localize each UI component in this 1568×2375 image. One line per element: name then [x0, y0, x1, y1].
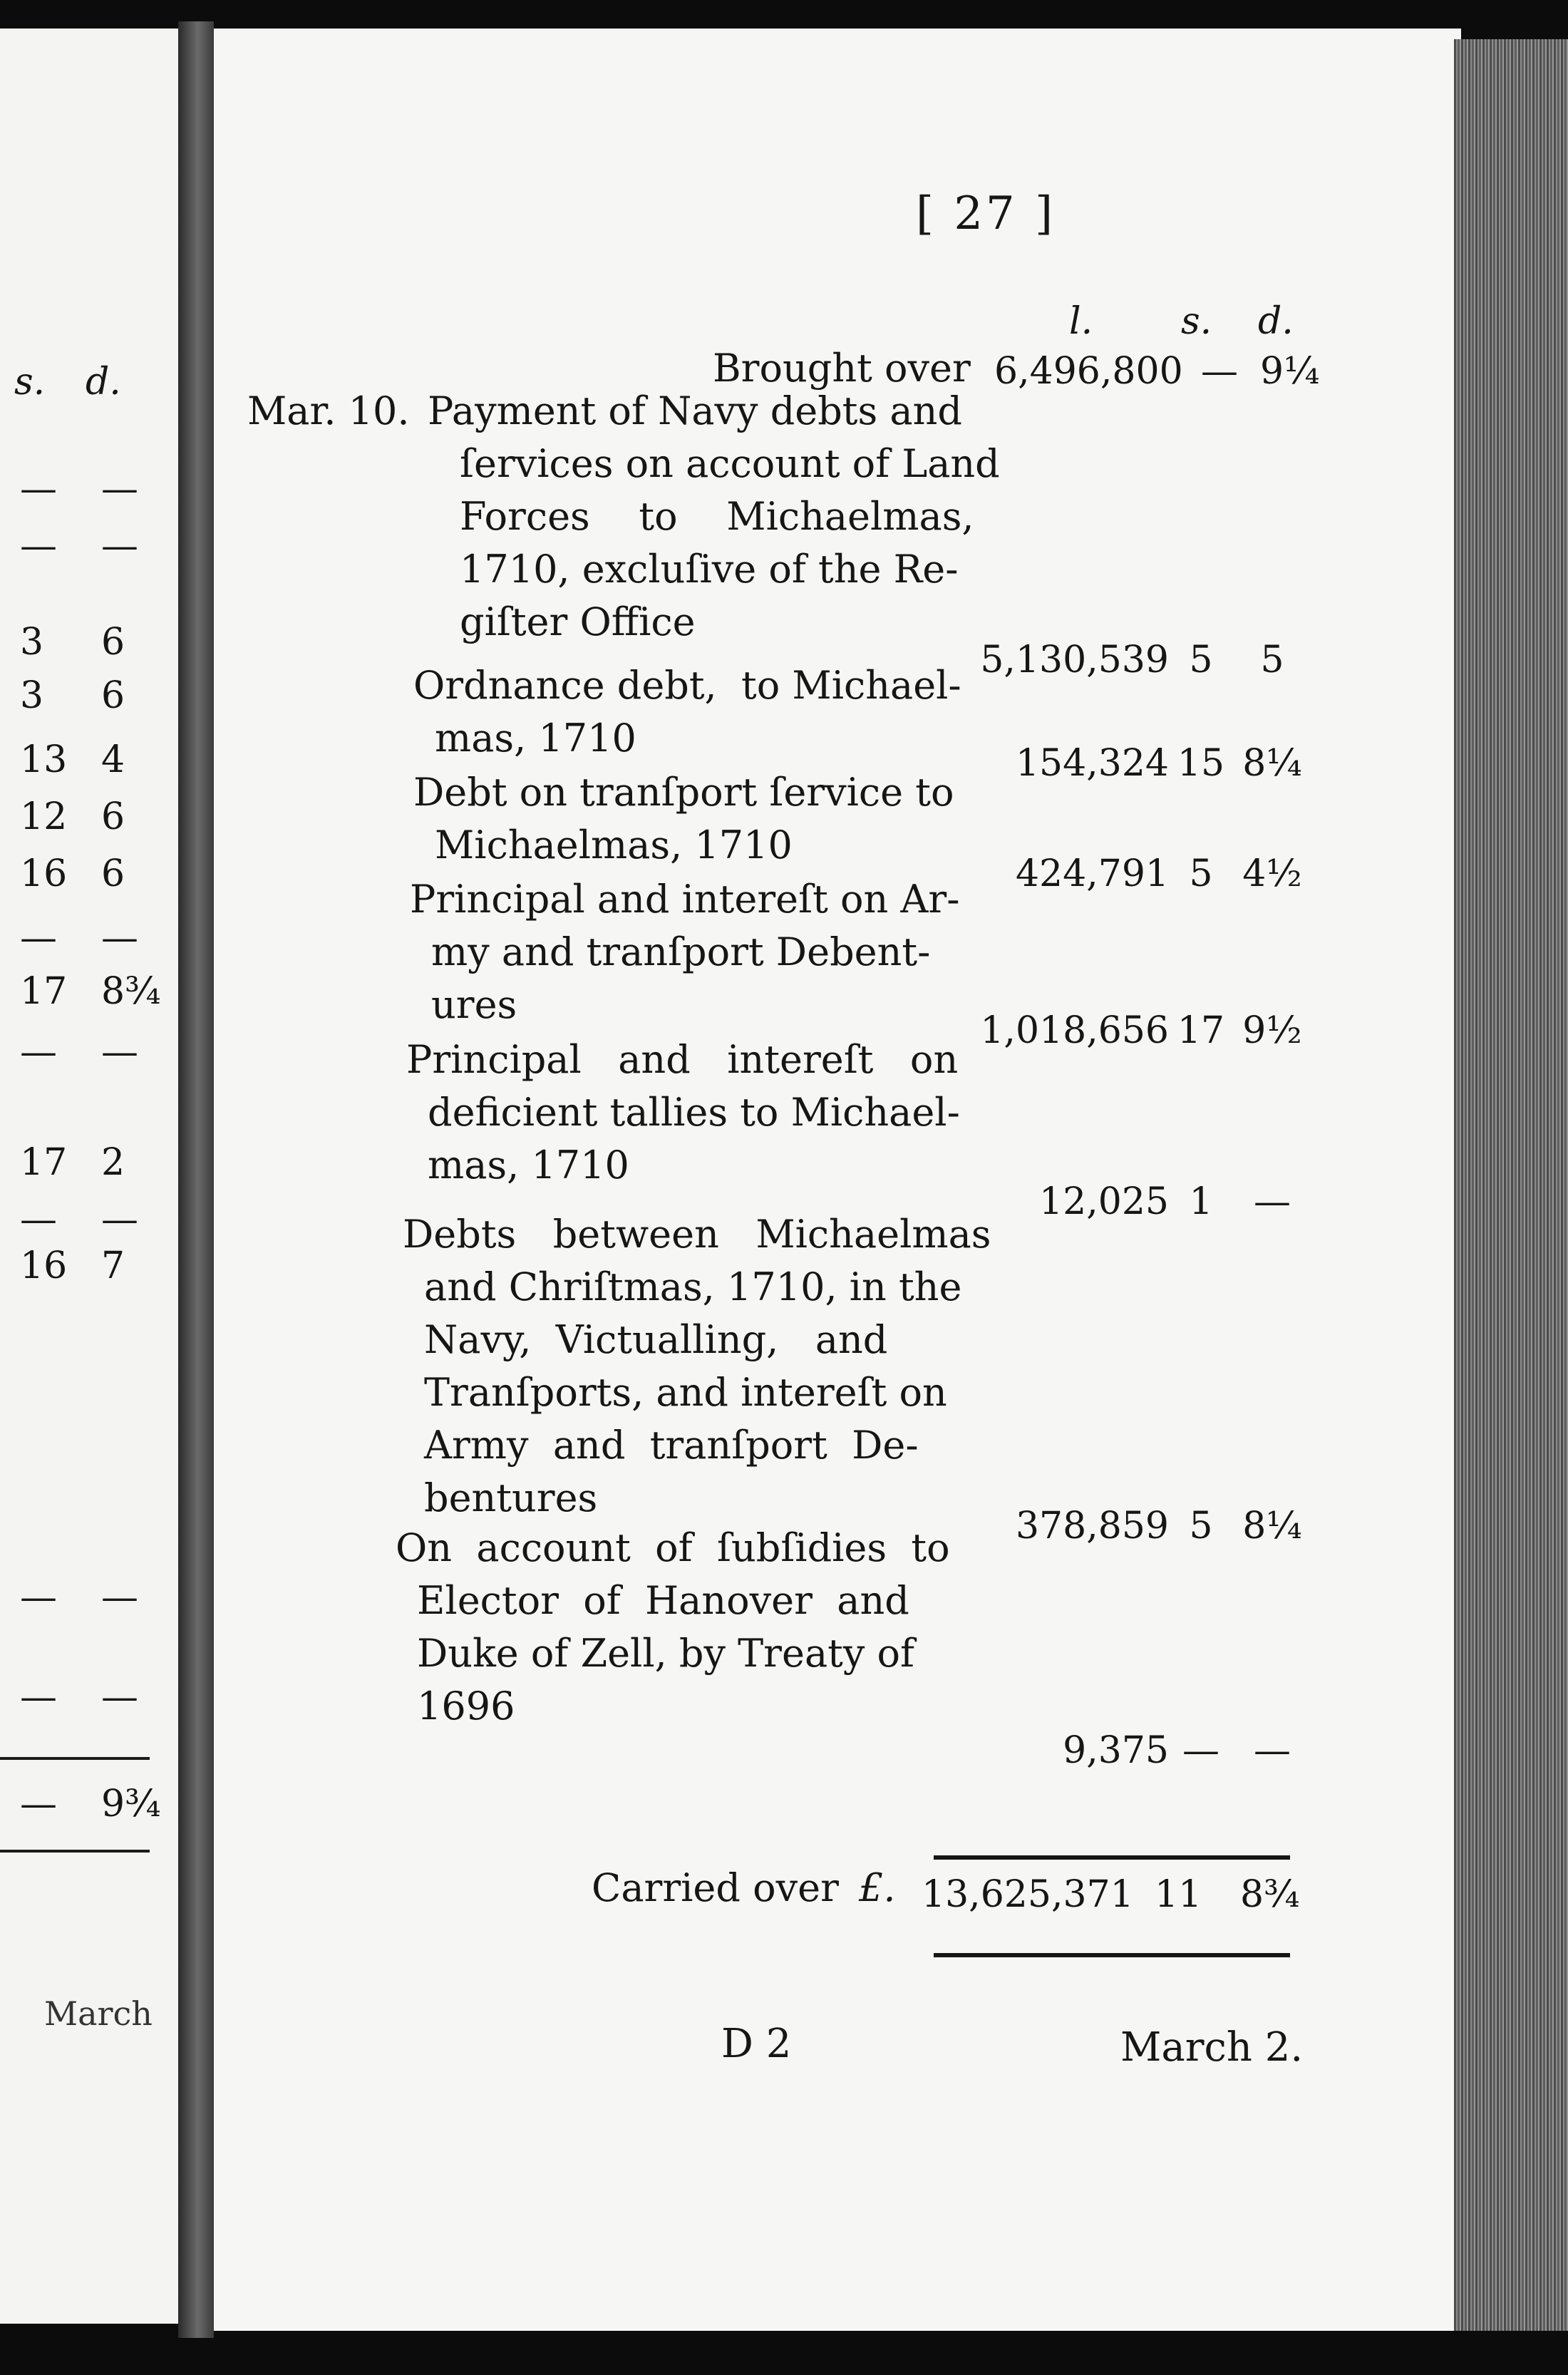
page-edges: [1454, 39, 1568, 2331]
entry-shillings: —: [1182, 1729, 1219, 1772]
entry-shillings: 17: [1177, 1009, 1225, 1052]
entry-line: and Chriſtmas, 1710, in the: [424, 1264, 962, 1309]
entry-pounds: 9,375: [1063, 1729, 1169, 1772]
left-sum-rule: [0, 1757, 150, 1760]
left-row-pence: —: [101, 468, 138, 510]
left-row-shillings: 17: [20, 1141, 68, 1184]
left-row-shillings: 16: [20, 852, 68, 895]
left-row-pence: —: [101, 1031, 138, 1073]
left-row-pence: 6: [101, 621, 125, 664]
entry-line: Principal and intereſt on Ar-: [410, 877, 960, 922]
entry-date: Mar. 10.: [247, 388, 410, 433]
brought-over-shillings: —: [1201, 350, 1238, 393]
left-row-pence: —: [101, 1198, 138, 1241]
left-sum-rule: [0, 1850, 150, 1853]
left-col-header-s: s.: [14, 361, 46, 403]
left-row-shillings: —: [20, 468, 57, 510]
left-row-pence: 9¾: [101, 1783, 161, 1825]
entry-line: giſter Office: [460, 599, 696, 644]
total-rule-bottom: [934, 1953, 1290, 1957]
left-row-shillings: 13: [20, 738, 68, 781]
entry-line: Payment of Navy debts and: [428, 388, 962, 433]
entry-pounds: 5,130,539: [980, 639, 1169, 681]
col-header-pounds: l.: [1069, 300, 1093, 343]
entry-line: deficient tallies to Michael-: [428, 1090, 960, 1135]
left-row-pence: —: [101, 525, 138, 567]
left-row-pence: —: [101, 917, 138, 959]
entry-pence: 8¼: [1242, 1505, 1302, 1547]
left-row-pence: 6: [101, 795, 125, 838]
left-row-pence: 7: [101, 1245, 125, 1287]
left-row-shillings: —: [20, 1031, 57, 1073]
entry-line: Michaelmas, 1710: [435, 823, 793, 867]
total-rule-top: [934, 1855, 1290, 1860]
left-row-shillings: 3: [20, 674, 44, 717]
entry-shillings: 5: [1189, 639, 1213, 681]
signature-mark: D 2: [721, 2021, 792, 2067]
brought-over-pounds: 6,496,800: [994, 350, 1183, 393]
entry-line: Debt on tranſport ſervice to: [413, 770, 954, 815]
entry-pence: —: [1254, 1180, 1291, 1223]
left-row-pence: —: [101, 1576, 138, 1619]
left-row-shillings: —: [20, 917, 57, 959]
col-header-shillings: s.: [1181, 300, 1212, 343]
entry-line: 1710, excluſive of the Re-: [460, 547, 959, 592]
left-row-shillings: 12: [20, 795, 68, 838]
left-row-pence: 6: [101, 674, 125, 717]
entry-line: bentures: [424, 1475, 598, 1520]
page-number: [ 27 ]: [916, 187, 1056, 240]
entry-line: mas, 1710: [435, 716, 636, 761]
entry-line: Army and tranſport De-: [424, 1423, 919, 1468]
entry-line: Forces to Michaelmas,: [460, 494, 974, 539]
entry-line: Debts between Michaelmas: [403, 1212, 991, 1257]
entry-pence: 5: [1260, 639, 1284, 681]
entry-line: Elector of Hanover and: [417, 1578, 909, 1623]
carried-over-label: Carried over: [592, 1865, 839, 1910]
left-row-pence: 4: [101, 738, 125, 781]
entry-line: ures: [431, 982, 517, 1027]
left-row-shillings: —: [20, 1576, 57, 1619]
left-row-shillings: —: [20, 1198, 57, 1241]
entry-shillings: 15: [1177, 742, 1225, 785]
carried-over-pence: 8¾: [1240, 1873, 1300, 1916]
book-gutter: [178, 21, 214, 2338]
col-header-pence: d.: [1258, 300, 1294, 343]
left-col-header-d: d.: [86, 361, 121, 403]
left-row-shillings: —: [20, 1783, 57, 1825]
entry-line: Navy, Victualling, and: [424, 1317, 888, 1362]
entry-line: Ordnance debt, to Michael-: [413, 663, 961, 708]
entry-pounds: 378,859: [1015, 1505, 1169, 1547]
left-page-fragment: [0, 29, 178, 2324]
entry-pence: 8¼: [1242, 742, 1302, 785]
entry-pence: 4½: [1242, 852, 1302, 895]
catchword: March 2.: [1120, 2024, 1304, 2071]
entry-line: ſervices on account of Land: [460, 441, 1000, 486]
left-row-shillings: —: [20, 1676, 57, 1719]
entry-line: On account of ſubſidies to: [396, 1525, 950, 1570]
entry-line: my and tranſport Debent-: [431, 929, 931, 974]
left-row-shillings: 3: [20, 621, 44, 664]
carried-over-currency: £.: [859, 1865, 896, 1910]
entry-pounds: 12,025: [1039, 1180, 1169, 1223]
entry-line: mas, 1710: [428, 1143, 629, 1188]
right-page: [214, 29, 1461, 2331]
entry-pounds: 1,018,656: [980, 1009, 1169, 1052]
entry-shillings: 5: [1189, 1505, 1213, 1547]
entry-line: Principal and intereſt on: [406, 1037, 959, 1082]
left-row-pence: —: [101, 1676, 138, 1719]
left-row-pence: 8¾: [101, 970, 161, 1013]
entry-pounds: 154,324: [1015, 742, 1169, 785]
carried-over-shillings: 11: [1155, 1873, 1202, 1916]
left-row-shillings: —: [20, 525, 57, 567]
left-row-shillings: 17: [20, 970, 68, 1013]
entry-line: Duke of Zell, by Treaty of: [417, 1631, 915, 1676]
entry-shillings: 1: [1189, 1180, 1213, 1223]
entry-line: Tranſports, and intereſt on: [424, 1370, 947, 1415]
brought-over-pence: 9¼: [1260, 350, 1320, 393]
entry-pounds: 424,791: [1015, 852, 1169, 895]
left-catchword: March: [44, 1994, 153, 2033]
left-row-pence: 6: [101, 852, 125, 895]
entry-line: 1696: [417, 1684, 515, 1729]
entry-pence: 9½: [1242, 1009, 1302, 1052]
carried-over-pounds: 13,625,371: [922, 1873, 1134, 1916]
entry-shillings: 5: [1189, 852, 1213, 895]
entry-pence: —: [1254, 1729, 1291, 1772]
left-row-shillings: 16: [20, 1245, 68, 1287]
left-row-pence: 2: [101, 1141, 125, 1184]
brought-over-label: Brought over: [713, 346, 971, 391]
